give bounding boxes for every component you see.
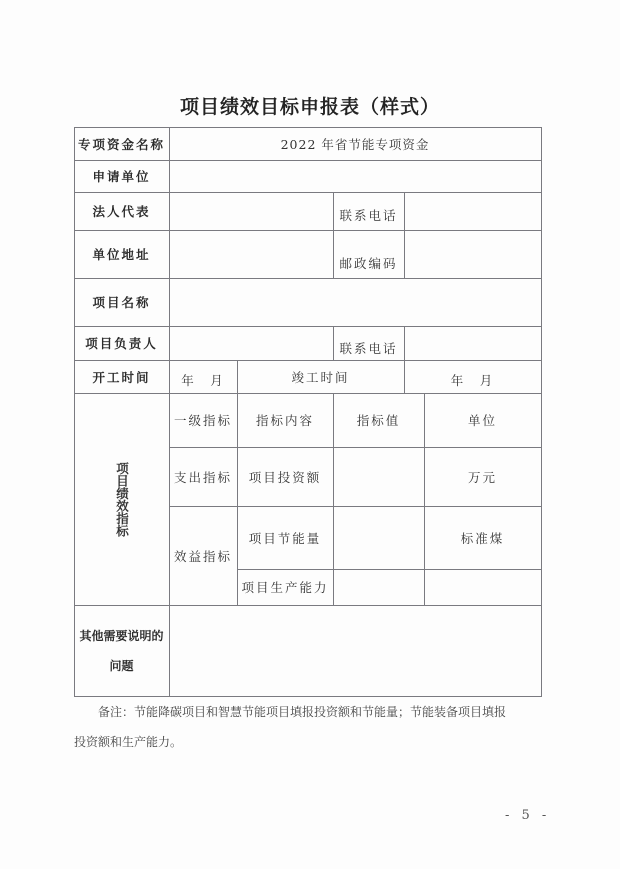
header-content: 指标内容 <box>237 393 334 448</box>
benefit-indicator-label: 效益指标 <box>169 506 238 606</box>
end-time-label: 竣工时间 <box>237 360 405 394</box>
project-lead-field[interactable] <box>169 326 334 361</box>
invest-label: 项目投资额 <box>237 447 334 507</box>
other-notes-label <box>74 605 170 697</box>
fund-name-value[interactable]: 2022 年省节能专项资金 <box>169 127 542 161</box>
invest-value-field[interactable] <box>333 447 425 507</box>
project-lead-label: 项目负责人 <box>74 326 170 361</box>
capacity-value-field[interactable] <box>333 569 425 606</box>
header-level1: 一级指标 <box>169 393 238 448</box>
header-value: 指标值 <box>333 393 425 448</box>
capacity-unit-field[interactable] <box>424 569 542 606</box>
page-title: 项目绩效目标申报表（样式） <box>179 96 440 118</box>
energy-saving-value-field[interactable] <box>333 506 425 570</box>
end-time-field[interactable]: 年 月 <box>404 360 542 394</box>
header-unit: 单位 <box>424 393 542 448</box>
page-number: - 5 - <box>505 808 551 823</box>
address-field[interactable] <box>169 230 334 279</box>
energy-saving-unit: 标准煤 <box>424 506 542 570</box>
capacity-label: 项目生产能力 <box>237 569 334 606</box>
other-notes-label-line2: 问题 <box>109 658 134 673</box>
address-label: 单位地址 <box>74 230 170 279</box>
energy-saving-label: 项目节能量 <box>237 506 334 570</box>
legal-rep-label: 法人代表 <box>74 192 170 231</box>
spend-indicator-label: 支出指标 <box>169 447 238 507</box>
other-notes-label-line1: 其他需要说明的 <box>79 628 164 643</box>
legal-rep-field[interactable] <box>169 192 334 231</box>
other-notes-field[interactable] <box>169 605 542 697</box>
footnote-line1: 备注：节能降碳项目和智慧节能项目填报投资额和节能量；节能装备项目填报 <box>98 705 507 719</box>
start-time-field[interactable]: 年 月 <box>169 360 238 394</box>
indicator-section-text: 项目绩效指标 <box>114 461 130 537</box>
phone-field-2[interactable] <box>404 326 542 361</box>
phone-label-2: 联系电话 <box>333 326 405 361</box>
applicant-label: 申请单位 <box>74 160 170 193</box>
postcode-field[interactable] <box>404 230 542 279</box>
invest-unit: 万元 <box>424 447 542 507</box>
project-name-label: 项目名称 <box>74 278 170 327</box>
start-time-label: 开工时间 <box>74 360 170 394</box>
applicant-field[interactable] <box>169 160 542 193</box>
footnote-line2: 投资额和生产能力。 <box>74 735 183 749</box>
phone-field-1[interactable] <box>404 192 542 231</box>
phone-label-1: 联系电话 <box>333 192 405 231</box>
project-name-field[interactable] <box>169 278 542 327</box>
fund-name-label: 专项资金名称 <box>74 127 170 161</box>
indicator-section-label <box>74 393 170 606</box>
postcode-label: 邮政编码 <box>333 230 405 279</box>
